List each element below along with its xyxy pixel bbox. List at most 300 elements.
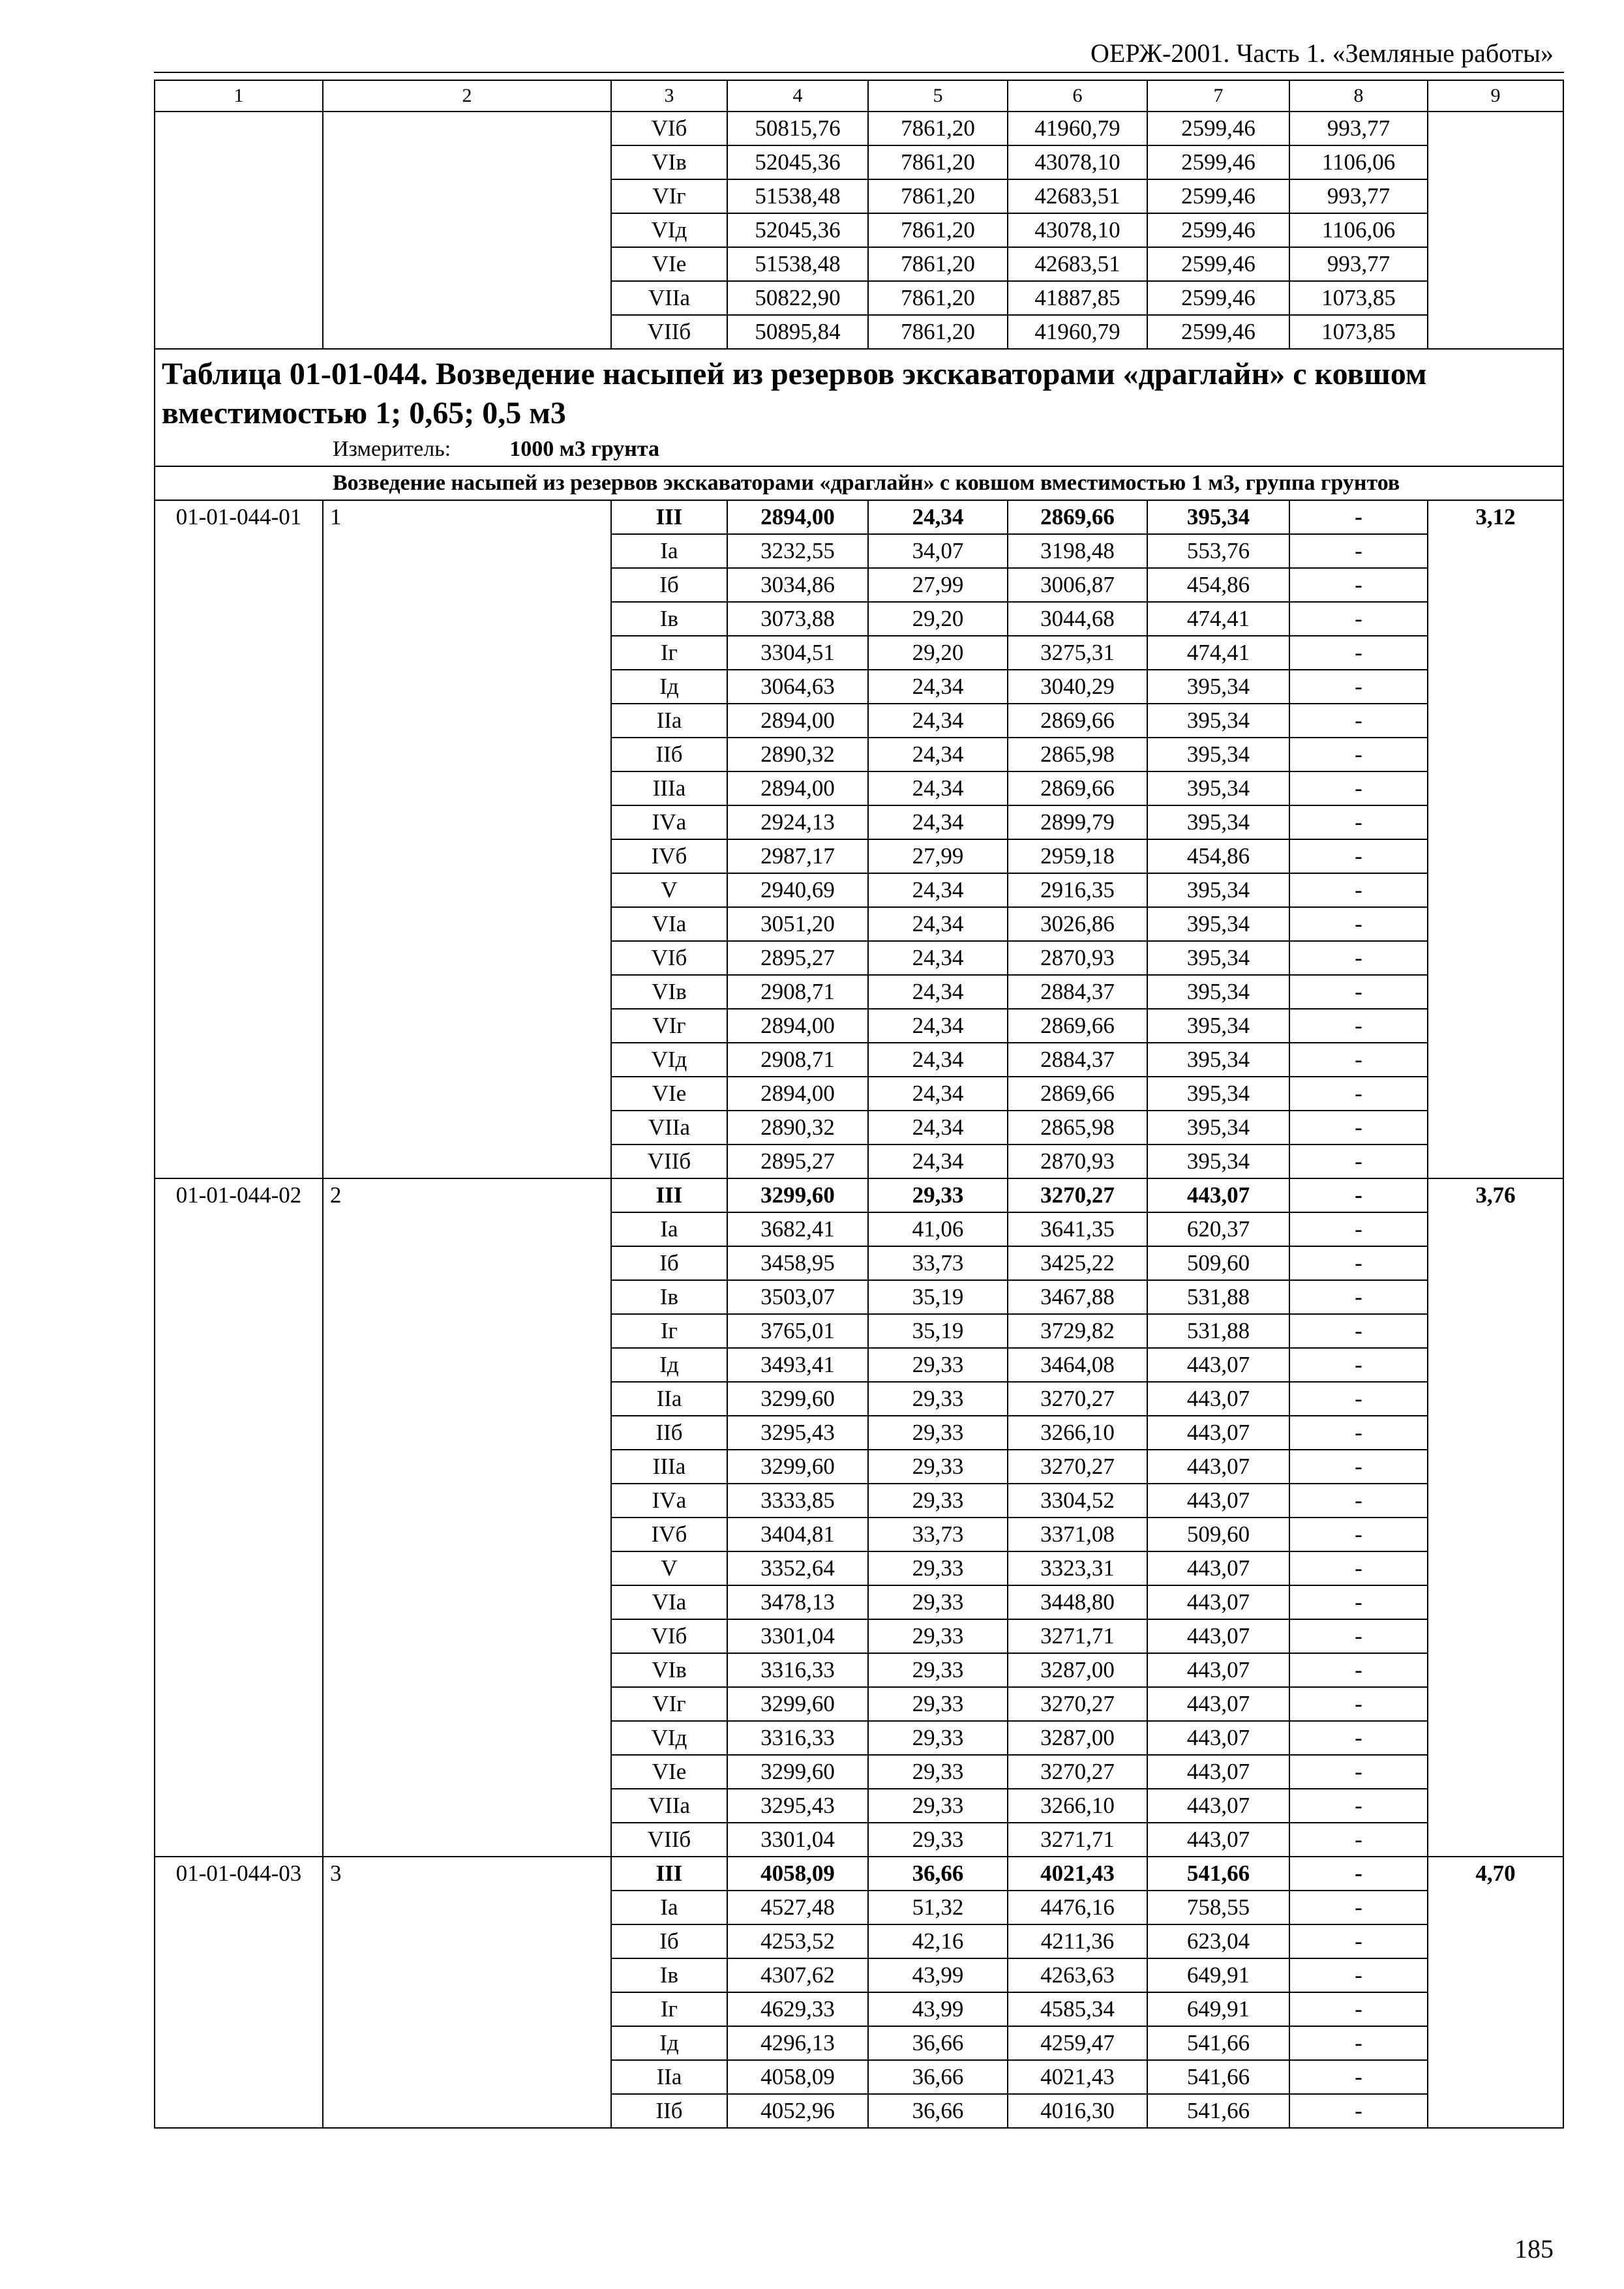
table-cell: 4263,63 bbox=[1008, 1958, 1147, 1992]
page-header-title: ОЕРЖ-2001. Часть 1. «Земляные работы» bbox=[1090, 38, 1554, 68]
table-cell: 395,34 bbox=[1147, 907, 1289, 941]
meter-line bbox=[162, 433, 1556, 466]
table-cell: 443,07 bbox=[1147, 1450, 1289, 1484]
table-cell: Iв bbox=[611, 1280, 727, 1314]
table-cell: 541,66 bbox=[1147, 2094, 1289, 2128]
table-cell: Iа bbox=[611, 534, 727, 568]
table-cell: 34,07 bbox=[868, 534, 1008, 568]
rates-table bbox=[154, 80, 1564, 2129]
table-cell: 3425,22 bbox=[1008, 1246, 1147, 1280]
table-cell: 2908,71 bbox=[727, 975, 868, 1009]
table-cell: 3682,41 bbox=[727, 1212, 868, 1246]
table-cell: 50815,76 bbox=[727, 112, 868, 145]
table-cell: 27,99 bbox=[868, 839, 1008, 873]
table-cell: 4058,09 bbox=[727, 2060, 868, 2094]
table-cell: 395,34 bbox=[1147, 1009, 1289, 1043]
table-cell: VIв bbox=[611, 975, 727, 1009]
table-cell: Iа bbox=[611, 1212, 727, 1246]
table-cell: - bbox=[1289, 1518, 1428, 1551]
table-cell: 3270,27 bbox=[1008, 1450, 1147, 1484]
column-number: 4 bbox=[727, 80, 868, 112]
table-cell: 24,34 bbox=[868, 1009, 1008, 1043]
table-cell: 4476,16 bbox=[1008, 1891, 1147, 1924]
table-cell: 3266,10 bbox=[1008, 1789, 1147, 1823]
table-cell: 443,07 bbox=[1147, 1687, 1289, 1721]
table-cell: 33,73 bbox=[868, 1518, 1008, 1551]
table-cell: 3304,52 bbox=[1008, 1484, 1147, 1518]
table-cell: - bbox=[1289, 738, 1428, 771]
table-cell: - bbox=[1289, 1585, 1428, 1619]
table-cell: - bbox=[1289, 1958, 1428, 1992]
table-row bbox=[155, 1857, 1563, 1891]
table-cell: 623,04 bbox=[1147, 1924, 1289, 1958]
table-cell: 3352,64 bbox=[727, 1551, 868, 1585]
table-cell: 29,33 bbox=[868, 1721, 1008, 1755]
table-cell: VIв bbox=[611, 145, 727, 179]
table-body bbox=[155, 80, 1563, 2128]
table-cell: IVа bbox=[611, 1484, 727, 1518]
table-cell: IIа bbox=[611, 2060, 727, 2094]
table-cell: III bbox=[611, 1178, 727, 1212]
table-cell: 395,34 bbox=[1147, 738, 1289, 771]
table-cell: 3271,71 bbox=[1008, 1823, 1147, 1857]
table-cell: 4016,30 bbox=[1008, 2094, 1147, 2128]
table-cell: 531,88 bbox=[1147, 1314, 1289, 1348]
table-cell: 443,07 bbox=[1147, 1382, 1289, 1416]
table-cell: 2894,00 bbox=[727, 704, 868, 738]
table-cell: - bbox=[1289, 1789, 1428, 1823]
table-cell: VIб bbox=[611, 1619, 727, 1653]
labor-cost-cell: 3,76 bbox=[1428, 1178, 1563, 1857]
table-cell: 2916,35 bbox=[1008, 873, 1147, 907]
table-row bbox=[155, 112, 1563, 145]
table-cell: 454,86 bbox=[1147, 839, 1289, 873]
table-cell: 51538,48 bbox=[727, 247, 868, 281]
table-cell: 4052,96 bbox=[727, 2094, 868, 2128]
table-cell: 24,34 bbox=[868, 771, 1008, 805]
table-cell: VIIб bbox=[611, 1823, 727, 1857]
table-cell: VIа bbox=[611, 1585, 727, 1619]
table-cell: 541,66 bbox=[1147, 1857, 1289, 1891]
table-cell: - bbox=[1289, 1450, 1428, 1484]
table-cell: 3295,43 bbox=[727, 1789, 868, 1823]
name-cell-empty bbox=[323, 112, 611, 349]
table-cell: 3270,27 bbox=[1008, 1687, 1147, 1721]
table-cell: 2865,98 bbox=[1008, 738, 1147, 771]
table-cell: 42,16 bbox=[868, 1924, 1008, 1958]
table-cell: V bbox=[611, 1551, 727, 1585]
table-cell: 29,33 bbox=[868, 1416, 1008, 1450]
table-cell: 395,34 bbox=[1147, 771, 1289, 805]
table-cell: - bbox=[1289, 1484, 1428, 1518]
table-cell: 395,34 bbox=[1147, 500, 1289, 534]
table-cell: 3026,86 bbox=[1008, 907, 1147, 941]
table-cell: VIIб bbox=[611, 1144, 727, 1178]
table-cell: 2899,79 bbox=[1008, 805, 1147, 839]
table-cell: 51,32 bbox=[868, 1891, 1008, 1924]
table-cell: 33,73 bbox=[868, 1246, 1008, 1280]
table-cell: 3333,85 bbox=[727, 1484, 868, 1518]
table-cell: 7861,20 bbox=[868, 247, 1008, 281]
table-cell: 2894,00 bbox=[727, 771, 868, 805]
table-cell: 3287,00 bbox=[1008, 1653, 1147, 1687]
table-cell: Iг bbox=[611, 1992, 727, 2026]
table-cell: 7861,20 bbox=[868, 112, 1008, 145]
table-cell: 3232,55 bbox=[727, 534, 868, 568]
table-cell: 2599,46 bbox=[1147, 112, 1289, 145]
table-cell: VIв bbox=[611, 1653, 727, 1687]
meter-label: Измеритель: bbox=[333, 437, 451, 461]
table-cell: 3034,86 bbox=[727, 568, 868, 602]
table-cell: 2884,37 bbox=[1008, 975, 1147, 1009]
table-cell: 3299,60 bbox=[727, 1687, 868, 1721]
column-number: 1 bbox=[155, 80, 323, 112]
table-cell: 3266,10 bbox=[1008, 1416, 1147, 1450]
table-cell: 3301,04 bbox=[727, 1619, 868, 1653]
table-cell: 43,99 bbox=[868, 1958, 1008, 1992]
table-cell: 620,37 bbox=[1147, 1212, 1289, 1246]
table-row bbox=[155, 1178, 1563, 1212]
table-cell: VIд bbox=[611, 213, 727, 247]
table-cell: 29,33 bbox=[868, 1823, 1008, 1857]
table-cell: 29,33 bbox=[868, 1348, 1008, 1382]
table-cell: 395,34 bbox=[1147, 873, 1289, 907]
table-cell: 43,99 bbox=[868, 1992, 1008, 2026]
labor-cost-cell: 3,12 bbox=[1428, 500, 1563, 1178]
table-cell: 29,33 bbox=[868, 1585, 1008, 1619]
table-cell: 3275,31 bbox=[1008, 636, 1147, 670]
table-cell: 2894,00 bbox=[727, 500, 868, 534]
table-cell: 443,07 bbox=[1147, 1484, 1289, 1518]
table-cell: 50822,90 bbox=[727, 281, 868, 315]
rate-name: 1 bbox=[323, 500, 611, 1178]
table-cell: III bbox=[611, 1857, 727, 1891]
table-cell: 2895,27 bbox=[727, 1144, 868, 1178]
group-heading: Возведение насыпей из резервов экскаваторами «драглайн» с ковшом вместимостью 1 м3, группа грунтов bbox=[155, 466, 1563, 500]
table-cell: 36,66 bbox=[868, 1857, 1008, 1891]
table-cell: 29,33 bbox=[868, 1484, 1008, 1518]
table-cell: 395,34 bbox=[1147, 941, 1289, 975]
table-cell: 50895,84 bbox=[727, 315, 868, 349]
table-cell: 4211,36 bbox=[1008, 1924, 1147, 1958]
header-rule bbox=[154, 72, 1564, 73]
rate-code: 01-01-044-02 bbox=[155, 1178, 323, 1857]
column-number: 2 bbox=[323, 80, 611, 112]
table-cell: 509,60 bbox=[1147, 1246, 1289, 1280]
table-cell: 3458,95 bbox=[727, 1246, 868, 1280]
table-cell: - bbox=[1289, 771, 1428, 805]
column-number: 9 bbox=[1428, 80, 1563, 112]
table-cell: 443,07 bbox=[1147, 1721, 1289, 1755]
column-number: 8 bbox=[1289, 80, 1428, 112]
meter-value: 1000 м3 грунта bbox=[509, 437, 659, 461]
table-cell: 454,86 bbox=[1147, 568, 1289, 602]
rate-code: 01-01-044-03 bbox=[155, 1857, 323, 2128]
table-cell: 36,66 bbox=[868, 2026, 1008, 2060]
table-cell: IIб bbox=[611, 2094, 727, 2128]
table-cell: - bbox=[1289, 1043, 1428, 1077]
table-cell: 395,34 bbox=[1147, 1043, 1289, 1077]
table-cell: 43078,10 bbox=[1008, 145, 1147, 179]
table-cell: 42683,51 bbox=[1008, 247, 1147, 281]
table-cell: 3299,60 bbox=[727, 1755, 868, 1789]
column-number: 3 bbox=[611, 80, 727, 112]
table-cell: 3064,63 bbox=[727, 670, 868, 704]
table-cell: - bbox=[1289, 568, 1428, 602]
table-cell: 24,34 bbox=[868, 975, 1008, 1009]
table-cell: Iд bbox=[611, 1348, 727, 1382]
page-number: 185 bbox=[1514, 2234, 1554, 2264]
table-cell: VIг bbox=[611, 1009, 727, 1043]
table-cell: - bbox=[1289, 1280, 1428, 1314]
table-cell: 51538,48 bbox=[727, 179, 868, 213]
table-cell: 3198,48 bbox=[1008, 534, 1147, 568]
table-cell: 3371,08 bbox=[1008, 1518, 1147, 1551]
table-cell: IIб bbox=[611, 738, 727, 771]
table-cell: 2890,32 bbox=[727, 738, 868, 771]
table-cell: Iб bbox=[611, 1924, 727, 1958]
table-cell: 2894,00 bbox=[727, 1009, 868, 1043]
table-cell: 41,06 bbox=[868, 1212, 1008, 1246]
table-cell: 443,07 bbox=[1147, 1551, 1289, 1585]
table-cell: 395,34 bbox=[1147, 670, 1289, 704]
table-cell: 41960,79 bbox=[1008, 315, 1147, 349]
table-cell: - bbox=[1289, 602, 1428, 636]
table-cell: 3729,82 bbox=[1008, 1314, 1147, 1348]
table-cell: IVб bbox=[611, 1518, 727, 1551]
table-cell: 7861,20 bbox=[868, 145, 1008, 179]
col9-cell-empty bbox=[1428, 112, 1563, 349]
table-cell: 2599,46 bbox=[1147, 179, 1289, 213]
table-cell: Iг bbox=[611, 636, 727, 670]
table-cell: - bbox=[1289, 2060, 1428, 2094]
table-cell: 3503,07 bbox=[727, 1280, 868, 1314]
table-title: Таблица 01-01-044. Возведение насыпей из резервов экскаваторами «драглайн» с ковшом вместимостью 1; 0,65; 0,5 м3 bbox=[162, 357, 1427, 430]
table-cell: 4527,48 bbox=[727, 1891, 868, 1924]
table-cell: - bbox=[1289, 636, 1428, 670]
table-cell: 3323,31 bbox=[1008, 1551, 1147, 1585]
table-cell: 3448,80 bbox=[1008, 1585, 1147, 1619]
table-cell: 2870,93 bbox=[1008, 941, 1147, 975]
table-cell: VIд bbox=[611, 1721, 727, 1755]
table-cell: VIг bbox=[611, 179, 727, 213]
table-cell: 3404,81 bbox=[727, 1518, 868, 1551]
table-cell: 29,33 bbox=[868, 1653, 1008, 1687]
table-cell: - bbox=[1289, 1755, 1428, 1789]
table-cell: 7861,20 bbox=[868, 213, 1008, 247]
table-cell: VIб bbox=[611, 112, 727, 145]
table-cell: 27,99 bbox=[868, 568, 1008, 602]
table-cell: VIд bbox=[611, 1043, 727, 1077]
table-cell: 4253,52 bbox=[727, 1924, 868, 1958]
table-cell: 24,34 bbox=[868, 500, 1008, 534]
table-cell: 2869,66 bbox=[1008, 500, 1147, 534]
table-cell: - bbox=[1289, 805, 1428, 839]
table-cell: 24,34 bbox=[868, 738, 1008, 771]
table-cell: 541,66 bbox=[1147, 2060, 1289, 2094]
table-cell: 4021,43 bbox=[1008, 2060, 1147, 2094]
table-cell: - bbox=[1289, 2094, 1428, 2128]
table-cell: - bbox=[1289, 1721, 1428, 1755]
table-cell: VIIб bbox=[611, 315, 727, 349]
table-cell: 2869,66 bbox=[1008, 1009, 1147, 1043]
table-cell: 993,77 bbox=[1289, 179, 1428, 213]
table-cell: 443,07 bbox=[1147, 1619, 1289, 1653]
table-cell: 2940,69 bbox=[727, 873, 868, 907]
table-cell: 41960,79 bbox=[1008, 112, 1147, 145]
table-cell: 1106,06 bbox=[1289, 213, 1428, 247]
table-cell: 3316,33 bbox=[727, 1653, 868, 1687]
table-cell: - bbox=[1289, 704, 1428, 738]
table-cell: Iб bbox=[611, 1246, 727, 1280]
table-cell: 24,34 bbox=[868, 1111, 1008, 1144]
table-cell: 3271,71 bbox=[1008, 1619, 1147, 1653]
table-cell: - bbox=[1289, 1551, 1428, 1585]
table-cell: - bbox=[1289, 1348, 1428, 1382]
table-cell: 3478,13 bbox=[727, 1585, 868, 1619]
table-title-cell bbox=[155, 349, 1563, 466]
table-cell: 443,07 bbox=[1147, 1348, 1289, 1382]
table-cell: - bbox=[1289, 941, 1428, 975]
table-cell: 443,07 bbox=[1147, 1755, 1289, 1789]
table-cell: - bbox=[1289, 1246, 1428, 1280]
table-cell: 3040,29 bbox=[1008, 670, 1147, 704]
table-cell: - bbox=[1289, 1382, 1428, 1416]
table-cell: Iд bbox=[611, 2026, 727, 2060]
table-cell: VIIа bbox=[611, 1789, 727, 1823]
table-cell: Iв bbox=[611, 1958, 727, 1992]
table-cell: 541,66 bbox=[1147, 2026, 1289, 2060]
table-cell: 4058,09 bbox=[727, 1857, 868, 1891]
table-cell: 52045,36 bbox=[727, 145, 868, 179]
labor-cost-cell: 4,70 bbox=[1428, 1857, 1563, 2128]
table-cell: Iд bbox=[611, 670, 727, 704]
table-cell: Iг bbox=[611, 1314, 727, 1348]
table-cell: - bbox=[1289, 500, 1428, 534]
group-heading-row bbox=[155, 466, 1563, 500]
table-cell: VIе bbox=[611, 1755, 727, 1789]
table-cell: 443,07 bbox=[1147, 1416, 1289, 1450]
table-cell: - bbox=[1289, 1653, 1428, 1687]
table-cell: 443,07 bbox=[1147, 1585, 1289, 1619]
table-cell: VIа bbox=[611, 907, 727, 941]
table-cell: 3270,27 bbox=[1008, 1382, 1147, 1416]
table-cell: 24,34 bbox=[868, 1043, 1008, 1077]
table-cell: IVб bbox=[611, 839, 727, 873]
table-cell: 3765,01 bbox=[727, 1314, 868, 1348]
table-title-row bbox=[155, 349, 1563, 466]
table-cell: 1073,85 bbox=[1289, 281, 1428, 315]
table-cell: 3073,88 bbox=[727, 602, 868, 636]
table-cell: 2869,66 bbox=[1008, 771, 1147, 805]
rate-name: 3 bbox=[323, 1857, 611, 2128]
table-cell: - bbox=[1289, 670, 1428, 704]
table-cell: 3270,27 bbox=[1008, 1178, 1147, 1212]
table-cell: Iа bbox=[611, 1891, 727, 1924]
table-cell: 2870,93 bbox=[1008, 1144, 1147, 1178]
table-cell: 395,34 bbox=[1147, 1111, 1289, 1144]
table-cell: 4585,34 bbox=[1008, 1992, 1147, 2026]
table-cell: 474,41 bbox=[1147, 602, 1289, 636]
table-cell: 3299,60 bbox=[727, 1450, 868, 1484]
table-cell: 3287,00 bbox=[1008, 1721, 1147, 1755]
table-cell: 2599,46 bbox=[1147, 213, 1289, 247]
table-cell: 443,07 bbox=[1147, 1178, 1289, 1212]
table-cell: - bbox=[1289, 1009, 1428, 1043]
table-cell: III bbox=[611, 500, 727, 534]
table-cell: 3467,88 bbox=[1008, 1280, 1147, 1314]
table-cell: 4259,47 bbox=[1008, 2026, 1147, 2060]
table-cell: 24,34 bbox=[868, 873, 1008, 907]
table-cell: 1106,06 bbox=[1289, 145, 1428, 179]
table-cell: IIIа bbox=[611, 771, 727, 805]
table-cell: 7861,20 bbox=[868, 179, 1008, 213]
table-cell: 29,33 bbox=[868, 1755, 1008, 1789]
table-cell: 649,91 bbox=[1147, 1958, 1289, 1992]
table-cell: 2599,46 bbox=[1147, 145, 1289, 179]
table-cell: 3464,08 bbox=[1008, 1348, 1147, 1382]
table-cell: 2959,18 bbox=[1008, 839, 1147, 873]
table-cell: - bbox=[1289, 1992, 1428, 2026]
table-cell: 531,88 bbox=[1147, 1280, 1289, 1314]
table-cell: 4021,43 bbox=[1008, 1857, 1147, 1891]
table-cell: 29,20 bbox=[868, 636, 1008, 670]
rate-name: 2 bbox=[323, 1178, 611, 1857]
table-cell: 649,91 bbox=[1147, 1992, 1289, 2026]
table-cell: 758,55 bbox=[1147, 1891, 1289, 1924]
table-cell: 7861,20 bbox=[868, 281, 1008, 315]
table-cell: 443,07 bbox=[1147, 1823, 1289, 1857]
table-cell: - bbox=[1289, 1924, 1428, 1958]
column-number-row bbox=[155, 80, 1563, 112]
table-cell: - bbox=[1289, 1212, 1428, 1246]
table-cell: 29,33 bbox=[868, 1619, 1008, 1653]
table-cell: 4296,13 bbox=[727, 2026, 868, 2060]
table-cell: 2884,37 bbox=[1008, 1043, 1147, 1077]
table-cell: 2908,71 bbox=[727, 1043, 868, 1077]
table-cell: - bbox=[1289, 1823, 1428, 1857]
table-cell: IIа bbox=[611, 704, 727, 738]
table-cell: - bbox=[1289, 1178, 1428, 1212]
table-cell: 2924,13 bbox=[727, 805, 868, 839]
rate-code: 01-01-044-01 bbox=[155, 500, 323, 1178]
table-cell: IVа bbox=[611, 805, 727, 839]
table-cell: 24,34 bbox=[868, 670, 1008, 704]
table-cell: 3316,33 bbox=[727, 1721, 868, 1755]
table-cell: 36,66 bbox=[868, 2060, 1008, 2094]
table-cell: 2895,27 bbox=[727, 941, 868, 975]
table-cell: 42683,51 bbox=[1008, 179, 1147, 213]
table-cell: 29,33 bbox=[868, 1789, 1008, 1823]
table-cell: 2869,66 bbox=[1008, 704, 1147, 738]
table-cell: 3006,87 bbox=[1008, 568, 1147, 602]
table-cell: 443,07 bbox=[1147, 1653, 1289, 1687]
table-cell: 395,34 bbox=[1147, 704, 1289, 738]
table-cell: - bbox=[1289, 1619, 1428, 1653]
table-cell: - bbox=[1289, 839, 1428, 873]
table-cell: 24,34 bbox=[868, 704, 1008, 738]
table-cell: 24,34 bbox=[868, 1077, 1008, 1111]
table-cell: 24,34 bbox=[868, 805, 1008, 839]
table-cell: Iб bbox=[611, 568, 727, 602]
table-cell: 29,33 bbox=[868, 1687, 1008, 1721]
table-cell: 2890,32 bbox=[727, 1111, 868, 1144]
table-cell: 52045,36 bbox=[727, 213, 868, 247]
table-cell: 2869,66 bbox=[1008, 1077, 1147, 1111]
table-cell: 3295,43 bbox=[727, 1416, 868, 1450]
table-cell: 3299,60 bbox=[727, 1178, 868, 1212]
table-cell: 395,34 bbox=[1147, 805, 1289, 839]
